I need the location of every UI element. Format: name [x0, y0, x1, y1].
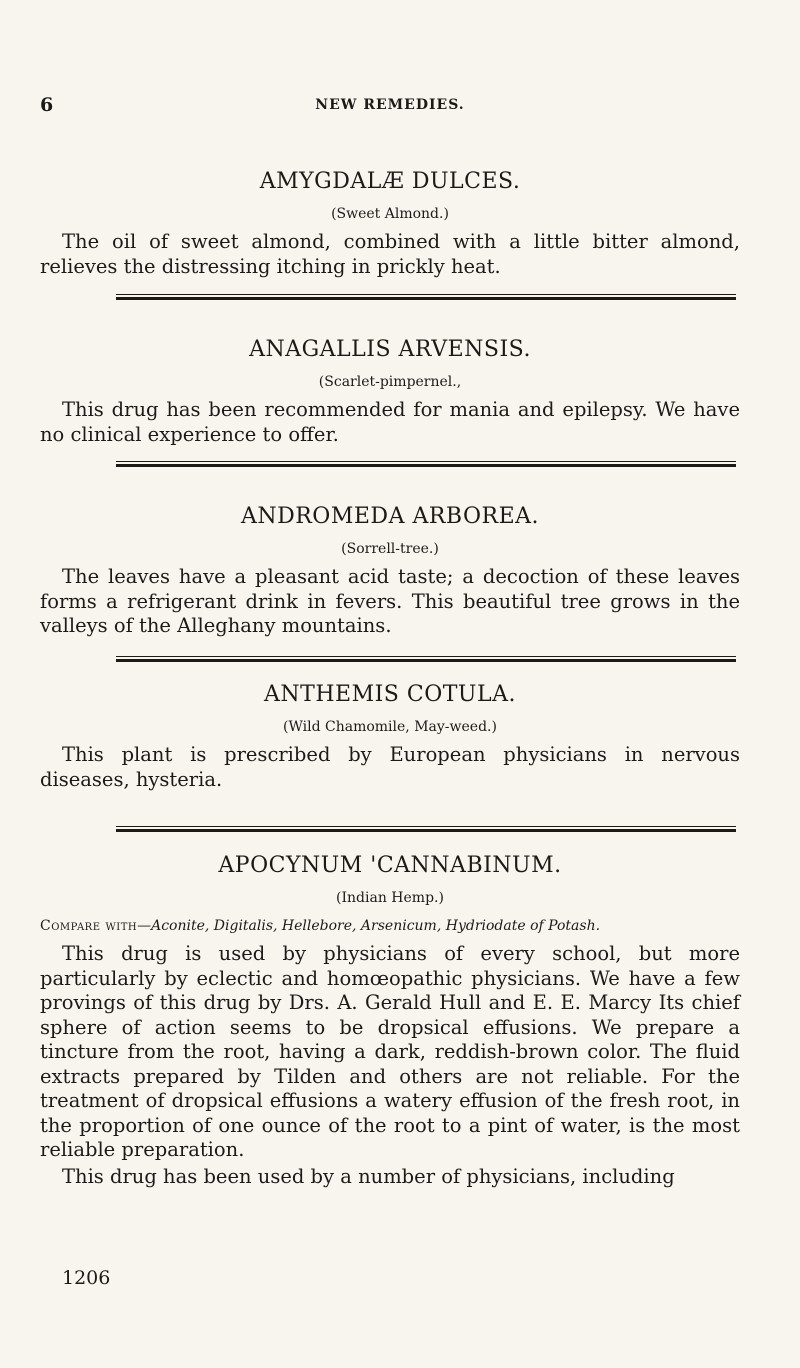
common-name: (Sorrell-tree.)	[341, 541, 439, 557]
entry-amygdalae-dulces	[40, 168, 740, 279]
common-name: (Wild Chamomile, May-weed.)	[283, 719, 497, 735]
entry-paragraph: This drug has been recommended for mania and epilepsy. We have no clinical experience to offer.	[40, 398, 740, 446]
entry-paragraph: The leaves have a pleasant acid taste; a decoction of these leaves forms a refrigerant drink in fevers. This beautiful tree grows in the valleys of the Alleghany mountains.	[40, 565, 740, 637]
entry-title: AMYGDALÆ DULCES.	[259, 169, 521, 194]
section-divider	[116, 294, 736, 300]
entry-title: APOCYNUM 'CANNABINUM.	[218, 853, 562, 878]
section-divider	[116, 656, 736, 662]
entry-paragraph: This drug is used by physicians of every school, but more particularly by eclectic and homœopathic physicians. We have a few provings of this drug by Drs. A. Gerald Hull and E. E. Marcy Its chief sphere of action seems to be dropsical effusions. We prepare a tincture from the root, having a dark, reddish-brown color. The fluid extracts prepared by Tilden and others are not reliable. For the treatment of dropsical effusions a watery effusion of the fresh root, in the proportion of one ounce of the root to a pint of water, is the most reliable preparation.	[40, 942, 740, 1161]
entry-andromeda-arborea	[40, 503, 740, 639]
entry-anagallis-arvensis	[40, 336, 740, 447]
entry-title: ANAGALLIS ARVENSIS.	[249, 337, 531, 362]
compare-label: Compare with	[40, 918, 138, 934]
entry-title: ANTHEMIS COTULA.	[264, 682, 516, 707]
common-name: (Scarlet-pimpernel.,	[318, 374, 462, 390]
common-name: (Sweet Almond.)	[331, 206, 449, 222]
entry-anthemis-cotula	[40, 681, 740, 792]
entry-paragraph: This plant is prescribed by European physicians in nervous diseases, hysteria.	[40, 743, 740, 791]
running-header	[40, 94, 740, 124]
compare-with-line	[40, 916, 740, 936]
entry-title: ANDROMEDA ARBOREA.	[240, 504, 540, 529]
entry-paragraph: The oil of sweet almond, combined with a little bitter almond, relieves the distressing itching in prickly heat.	[40, 230, 740, 278]
page-marker: 1206	[62, 1267, 111, 1289]
entry-paragraph: This drug has been used by a number of physicians, including	[62, 1164, 675, 1188]
running-title: NEW REMEDIES.	[315, 97, 465, 113]
section-divider	[116, 461, 736, 467]
common-name: (Indian Hemp.)	[336, 890, 444, 906]
entry-apocynum-cannabinum	[40, 852, 740, 1189]
section-divider	[116, 826, 736, 832]
page-number: 6	[40, 94, 54, 116]
compare-remedies: —Aconite, Digitalis, Hellebore, Arsenicum, Hydriodate of Potash.	[137, 918, 601, 934]
